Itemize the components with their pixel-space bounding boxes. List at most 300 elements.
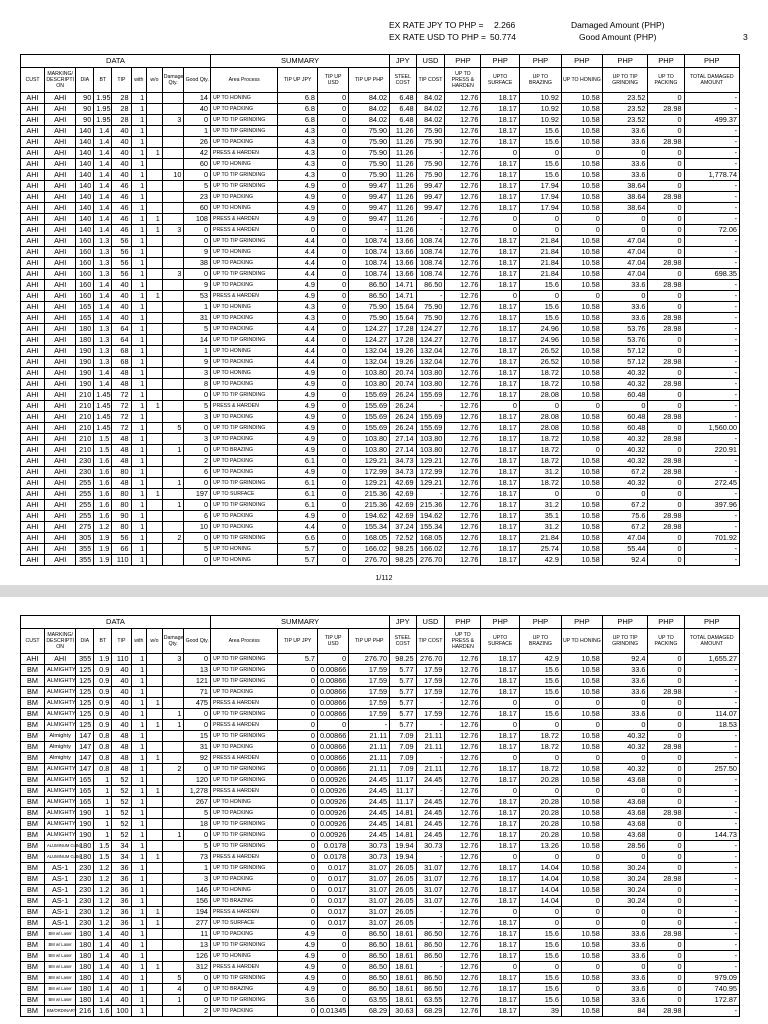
table-cell: 12.76 bbox=[445, 896, 481, 907]
table-cell: 0 bbox=[648, 665, 684, 676]
table-cell: 40 bbox=[112, 929, 131, 940]
table-cell bbox=[162, 874, 184, 885]
table-cell: 0 bbox=[184, 500, 211, 511]
table-cell: BM bbox=[21, 962, 45, 973]
table-cell: AHI bbox=[45, 467, 76, 478]
column-header: UPTO SURFACE bbox=[481, 629, 519, 654]
table-cell: 24.45 bbox=[416, 775, 445, 786]
table-cell: 13.66 bbox=[390, 258, 416, 269]
table-cell: 155.34 bbox=[349, 522, 390, 533]
table-cell: 0 bbox=[561, 445, 602, 456]
table-cell bbox=[162, 192, 184, 203]
table-cell: 13.26 bbox=[519, 841, 561, 852]
table-cell: 156 bbox=[184, 896, 211, 907]
table-cell: 75.6 bbox=[602, 511, 648, 522]
table-cell: UP TO TIP GRINDING bbox=[211, 676, 278, 687]
php-group-header: PHP bbox=[481, 55, 519, 68]
php-group-header: PHP bbox=[602, 616, 648, 629]
table-cell: 10.58 bbox=[561, 170, 602, 181]
table-cell: 0.01345 bbox=[317, 1006, 348, 1017]
table-cell: 60 bbox=[184, 159, 211, 170]
table-cell bbox=[147, 445, 163, 456]
table-cell: - bbox=[684, 148, 739, 159]
table-cell: 10.58 bbox=[561, 423, 602, 434]
table-cell: 1 bbox=[131, 885, 147, 896]
table-cell: 40.32 bbox=[602, 368, 648, 379]
table-cell: 75.90 bbox=[349, 159, 390, 170]
table-cell: 12.76 bbox=[445, 863, 481, 874]
table-cell: BM bbox=[21, 841, 45, 852]
table-cell: 108.74 bbox=[416, 258, 445, 269]
table-cell: 0.00926 bbox=[317, 797, 348, 808]
table-cell: 146 bbox=[184, 885, 211, 896]
table-cell: 1 bbox=[147, 214, 163, 225]
table-cell: 40 bbox=[112, 676, 131, 687]
table-cell: - bbox=[684, 324, 739, 335]
table-cell: 12.76 bbox=[445, 390, 481, 401]
table-cell: UP TO TIP GRINDING bbox=[211, 819, 278, 830]
table-cell: 28 bbox=[112, 104, 131, 115]
table-cell: 0 bbox=[317, 368, 348, 379]
table-cell: 0 bbox=[317, 236, 348, 247]
table-cell: 36 bbox=[112, 896, 131, 907]
table-cell: 31.07 bbox=[349, 863, 390, 874]
table-cell: 979.09 bbox=[684, 973, 739, 984]
table-cell: 0 bbox=[561, 720, 602, 731]
table-cell: 30.24 bbox=[602, 874, 648, 885]
table-cell: 31.07 bbox=[349, 885, 390, 896]
table-cell: 18.17 bbox=[481, 159, 519, 170]
table-cell bbox=[147, 170, 163, 181]
table-cell: 180 bbox=[76, 841, 94, 852]
table-cell bbox=[147, 236, 163, 247]
table-cell: 10.58 bbox=[561, 302, 602, 313]
table-cell: 140 bbox=[76, 170, 94, 181]
table-cell bbox=[147, 555, 163, 566]
table-cell: 0 bbox=[317, 555, 348, 566]
table-cell: 28.98 bbox=[648, 522, 684, 533]
table-cell: 1.4 bbox=[94, 192, 112, 203]
table-cell: 0 bbox=[648, 236, 684, 247]
table-cell: 276.70 bbox=[349, 654, 390, 665]
table-cell: 12.76 bbox=[445, 93, 481, 104]
table-cell: - bbox=[416, 962, 445, 973]
column-header: TIP UP PHP bbox=[349, 68, 390, 93]
table-cell: 1.4 bbox=[94, 126, 112, 137]
table-cell: 40 bbox=[112, 973, 131, 984]
column-header: CUST bbox=[21, 68, 45, 93]
table-cell: BM w/ Laser bbox=[45, 940, 76, 951]
table-cell: 4.4 bbox=[278, 324, 318, 335]
table-cell: 172.87 bbox=[684, 995, 739, 1006]
table-cell: 499.37 bbox=[684, 115, 739, 126]
table-cell: 2 bbox=[162, 533, 184, 544]
table-cell: 21.11 bbox=[416, 731, 445, 742]
table-cell: 3 bbox=[184, 368, 211, 379]
table-cell: 73 bbox=[184, 852, 211, 863]
table-cell: UP TO PACKING bbox=[211, 357, 278, 368]
table-cell: 698.35 bbox=[684, 269, 739, 280]
php-group-header: PHP bbox=[648, 55, 684, 68]
table-cell: AHI bbox=[21, 313, 45, 324]
table-cell: 12.76 bbox=[445, 775, 481, 786]
table-cell: 11.26 bbox=[390, 181, 416, 192]
table-row bbox=[21, 192, 740, 203]
table-cell: 0 bbox=[317, 258, 348, 269]
table-cell: 12.76 bbox=[445, 247, 481, 258]
table-cell: 1.4 bbox=[94, 225, 112, 236]
table-cell: 46 bbox=[112, 203, 131, 214]
table-cell: BM bbox=[21, 676, 45, 687]
table-cell: PRESS & HARDEN bbox=[211, 907, 278, 918]
table-cell: 0 bbox=[519, 962, 561, 973]
table-cell: 0 bbox=[278, 676, 318, 687]
table-cell: ALMIGHTY bbox=[45, 819, 76, 830]
table-cell: 72.06 bbox=[684, 225, 739, 236]
table-cell: AHI bbox=[45, 302, 76, 313]
table-cell: UP TO TIP GRINDING bbox=[211, 269, 278, 280]
table-cell: 18.17 bbox=[481, 665, 519, 676]
table-row bbox=[21, 885, 740, 896]
column-header: UP TO TIP GRINDING bbox=[602, 629, 648, 654]
table-cell: 24.45 bbox=[416, 797, 445, 808]
table-cell: AHI bbox=[45, 236, 76, 247]
table-cell: 86.50 bbox=[349, 973, 390, 984]
table-cell: 28.98 bbox=[648, 379, 684, 390]
table-cell: 155.69 bbox=[349, 401, 390, 412]
table-cell: 12.76 bbox=[445, 676, 481, 687]
table-cell: UP TO TIP GRINDING bbox=[211, 940, 278, 951]
table-cell: 0 bbox=[648, 225, 684, 236]
table-cell: 1 bbox=[131, 137, 147, 148]
table-cell: 180 bbox=[76, 940, 94, 951]
table-cell bbox=[147, 203, 163, 214]
table-cell: 36 bbox=[112, 885, 131, 896]
table-cell: AHI bbox=[21, 104, 45, 115]
table-cell: 18.17 bbox=[481, 93, 519, 104]
table-cell: 1.2 bbox=[94, 874, 112, 885]
table-cell: 1 bbox=[131, 434, 147, 445]
table-cell: 0 bbox=[602, 786, 648, 797]
table-cell: 1,655.27 bbox=[684, 654, 739, 665]
table-cell: 17.59 bbox=[416, 665, 445, 676]
table-cell: 52 bbox=[112, 797, 131, 808]
column-header: TIP bbox=[112, 629, 131, 654]
table-row bbox=[21, 214, 740, 225]
table-row bbox=[21, 456, 740, 467]
table-cell bbox=[162, 280, 184, 291]
table-cell: 18.17 bbox=[481, 830, 519, 841]
table-cell: 15.6 bbox=[519, 951, 561, 962]
table-cell: 740.95 bbox=[684, 984, 739, 995]
table-cell: 5 bbox=[184, 324, 211, 335]
table-row bbox=[21, 269, 740, 280]
table-cell bbox=[162, 390, 184, 401]
table-cell: 15.6 bbox=[519, 137, 561, 148]
table-cell: 18.17 bbox=[481, 797, 519, 808]
table-row bbox=[21, 335, 740, 346]
table-cell: BM/ORDINARY bbox=[45, 1006, 76, 1017]
table-cell: 0 bbox=[317, 115, 348, 126]
table-cell bbox=[162, 863, 184, 874]
table-cell: 12.76 bbox=[445, 500, 481, 511]
table-cell: 31.07 bbox=[416, 896, 445, 907]
table-cell: 1 bbox=[147, 225, 163, 236]
table-cell: 125 bbox=[76, 676, 94, 687]
table-cell: 1.9 bbox=[94, 533, 112, 544]
table-cell: 0 bbox=[184, 533, 211, 544]
table-cell bbox=[162, 885, 184, 896]
column-header: UP TO PRESS & HARDEN bbox=[445, 629, 481, 654]
table-cell: 12.76 bbox=[445, 984, 481, 995]
table-cell: UP TO HONING bbox=[211, 302, 278, 313]
table-cell bbox=[147, 423, 163, 434]
table-cell: 75.90 bbox=[416, 302, 445, 313]
table-cell: AHI bbox=[45, 434, 76, 445]
table-cell: 92.4 bbox=[602, 555, 648, 566]
table-cell: 0 bbox=[561, 962, 602, 973]
table-cell: 99.47 bbox=[349, 203, 390, 214]
table-cell: 0 bbox=[648, 170, 684, 181]
table-cell: 3 bbox=[184, 434, 211, 445]
table-cell: 0 bbox=[278, 764, 318, 775]
table-cell: 1 bbox=[131, 995, 147, 1006]
table-cell: 18.17 bbox=[481, 1006, 519, 1017]
table-cell: 10.58 bbox=[561, 412, 602, 423]
table-cell: 0 bbox=[648, 346, 684, 357]
table-cell: 4.9 bbox=[278, 291, 318, 302]
table-cell: 36 bbox=[112, 874, 131, 885]
table-cell: UP TO PACKING bbox=[211, 280, 278, 291]
table-cell: UP TO SURFACE bbox=[211, 918, 278, 929]
column-header: UP TO PRESS & HARDEN bbox=[445, 68, 481, 93]
table-cell: 125 bbox=[76, 687, 94, 698]
table-cell: 18.17 bbox=[481, 368, 519, 379]
table-row bbox=[21, 236, 740, 247]
table-cell: 60.48 bbox=[602, 412, 648, 423]
table-cell: 0 bbox=[602, 852, 648, 863]
table-cell: 10.58 bbox=[561, 115, 602, 126]
table-cell: - bbox=[416, 786, 445, 797]
table-cell: 0 bbox=[317, 302, 348, 313]
table-cell: 18.72 bbox=[519, 368, 561, 379]
table-cell: 180 bbox=[76, 324, 94, 335]
table-cell: 12.76 bbox=[445, 907, 481, 918]
table-cell: 0 bbox=[317, 467, 348, 478]
table-cell bbox=[147, 533, 163, 544]
table-cell: 230 bbox=[76, 918, 94, 929]
table-cell: 0 bbox=[278, 885, 318, 896]
table-cell: 18.17 bbox=[481, 346, 519, 357]
table-cell: 5.77 bbox=[390, 665, 416, 676]
table-cell: 1 bbox=[131, 676, 147, 687]
table-cell: 1.4 bbox=[94, 181, 112, 192]
table-cell: 0 bbox=[184, 445, 211, 456]
table-cell: AHI bbox=[45, 93, 76, 104]
table-cell: 220.91 bbox=[684, 445, 739, 456]
table-cell: ALMIGHTY bbox=[45, 797, 76, 808]
table-cell: 43.68 bbox=[602, 775, 648, 786]
table-cell bbox=[162, 236, 184, 247]
table-cell: 1 bbox=[147, 720, 163, 731]
column-header: TIP COST bbox=[416, 629, 445, 654]
table-cell: 0 bbox=[317, 291, 348, 302]
table-cell: 5 bbox=[184, 808, 211, 819]
table-cell: ALMIGHTY bbox=[45, 720, 76, 731]
table-cell: 255 bbox=[76, 489, 94, 500]
table-cell: 0 bbox=[317, 401, 348, 412]
table-cell: 0 bbox=[317, 511, 348, 522]
table-cell: - bbox=[684, 489, 739, 500]
table-cell: 1 bbox=[131, 720, 147, 731]
table-cell: 15.64 bbox=[390, 302, 416, 313]
table-cell: 10.58 bbox=[561, 511, 602, 522]
table-cell: 67.2 bbox=[602, 500, 648, 511]
table-cell: UP TO HONING bbox=[211, 368, 278, 379]
table-cell: 14.04 bbox=[519, 863, 561, 874]
table-cell: AHI bbox=[45, 533, 76, 544]
column-header: with bbox=[131, 629, 147, 654]
table-cell: 12.76 bbox=[445, 181, 481, 192]
table-cell: 40 bbox=[112, 687, 131, 698]
table-cell bbox=[162, 522, 184, 533]
table-cell: 0 bbox=[317, 357, 348, 368]
table-cell: 18.17 bbox=[481, 819, 519, 830]
table-cell: 1.45 bbox=[94, 423, 112, 434]
table-cell bbox=[147, 247, 163, 258]
table-cell: 1 bbox=[184, 126, 211, 137]
table-cell: 155.69 bbox=[349, 412, 390, 423]
table-cell: UP TO HONING bbox=[211, 203, 278, 214]
table-cell: UP TO PACKING bbox=[211, 687, 278, 698]
table-cell: 1 bbox=[147, 753, 163, 764]
table-cell: 12.76 bbox=[445, 830, 481, 841]
table-cell: 84.02 bbox=[416, 93, 445, 104]
table-cell bbox=[162, 291, 184, 302]
table-cell: 4.9 bbox=[278, 511, 318, 522]
table-cell: 0 bbox=[519, 148, 561, 159]
table-cell: 20.28 bbox=[519, 808, 561, 819]
table-cell: 63.55 bbox=[416, 995, 445, 1006]
table-cell: AHI bbox=[21, 654, 45, 665]
table-cell: 15.6 bbox=[519, 995, 561, 1006]
table-cell: AHI bbox=[45, 412, 76, 423]
table-cell: 0 bbox=[481, 225, 519, 236]
table-cell: AHI bbox=[21, 269, 45, 280]
table-cell: 48 bbox=[112, 753, 131, 764]
table-cell: 28.56 bbox=[602, 841, 648, 852]
table-cell: 48 bbox=[112, 434, 131, 445]
table-cell: 18.17 bbox=[481, 379, 519, 390]
table-cell bbox=[162, 126, 184, 137]
table-cell: UP TO TIP GRINDING bbox=[211, 115, 278, 126]
table-cell: 48 bbox=[112, 368, 131, 379]
table-cell: 1,278 bbox=[184, 786, 211, 797]
table-cell: 0 bbox=[317, 500, 348, 511]
table-cell bbox=[162, 819, 184, 830]
table-row bbox=[21, 544, 740, 555]
table-row bbox=[21, 753, 740, 764]
table-cell: 0 bbox=[317, 313, 348, 324]
table-cell: UP TO TIP GRINDING bbox=[211, 533, 278, 544]
table-row bbox=[21, 379, 740, 390]
table-cell: 18.17 bbox=[481, 533, 519, 544]
table-cell: 33.6 bbox=[602, 676, 648, 687]
table-cell: AHI bbox=[21, 544, 45, 555]
table-cell: BM w/ Laser bbox=[45, 984, 76, 995]
table-cell: 165 bbox=[76, 797, 94, 808]
table-cell: 11.26 bbox=[390, 126, 416, 137]
table-cell: 0 bbox=[519, 225, 561, 236]
table-cell: AHI bbox=[21, 170, 45, 181]
table-cell: 0 bbox=[602, 148, 648, 159]
table-cell: 1 bbox=[94, 775, 112, 786]
table-cell: 1 bbox=[131, 522, 147, 533]
table-cell: 1 bbox=[162, 830, 184, 841]
table-cell: 10.58 bbox=[561, 104, 602, 115]
table-cell: 0.00926 bbox=[317, 775, 348, 786]
table-cell bbox=[162, 555, 184, 566]
table-cell: BM w/ Laser bbox=[45, 951, 76, 962]
table-cell: 1.95 bbox=[94, 104, 112, 115]
table-cell: 21.84 bbox=[519, 258, 561, 269]
table-cell: - bbox=[684, 126, 739, 137]
table-cell bbox=[147, 368, 163, 379]
table-cell: 0 bbox=[648, 247, 684, 258]
table-cell bbox=[147, 500, 163, 511]
php-group-header: PHP bbox=[684, 55, 739, 68]
table-cell: BM bbox=[21, 863, 45, 874]
table-cell: 0.9 bbox=[94, 709, 112, 720]
table-cell bbox=[162, 841, 184, 852]
table-cell: AHI bbox=[21, 522, 45, 533]
table-row bbox=[21, 291, 740, 302]
table-cell: 10.58 bbox=[561, 522, 602, 533]
table-cell bbox=[147, 412, 163, 423]
table-cell: 66 bbox=[112, 544, 131, 555]
table-cell: 28.98 bbox=[648, 687, 684, 698]
table-cell: 277 bbox=[184, 918, 211, 929]
table-cell: 33.6 bbox=[602, 126, 648, 137]
table-cell: 0 bbox=[648, 709, 684, 720]
table-cell: 15.6 bbox=[519, 940, 561, 951]
table-cell: 1.6 bbox=[94, 1006, 112, 1017]
table-cell: 194.62 bbox=[349, 511, 390, 522]
table-cell: 7.09 bbox=[390, 753, 416, 764]
table-cell: 33.6 bbox=[602, 159, 648, 170]
table-cell: 0 bbox=[184, 654, 211, 665]
table-cell: BM bbox=[21, 973, 45, 984]
table-cell: 0 bbox=[602, 907, 648, 918]
table-cell: AHI bbox=[45, 280, 76, 291]
table-cell: 1 bbox=[147, 698, 163, 709]
table-cell: 4.9 bbox=[278, 379, 318, 390]
table-cell: 0 bbox=[648, 753, 684, 764]
table-cell: 1.4 bbox=[94, 973, 112, 984]
table-cell: 36 bbox=[112, 918, 131, 929]
table-cell bbox=[147, 687, 163, 698]
table-cell bbox=[147, 181, 163, 192]
table-cell: UP TO HONING bbox=[211, 951, 278, 962]
table-cell: 14 bbox=[184, 335, 211, 346]
table-cell: 276.70 bbox=[416, 654, 445, 665]
table-cell: - bbox=[684, 841, 739, 852]
table-cell: 11.26 bbox=[390, 170, 416, 181]
table-cell: 10.58 bbox=[561, 819, 602, 830]
table-cell: 276.70 bbox=[416, 555, 445, 566]
table-cell: 103.80 bbox=[349, 434, 390, 445]
table-cell: 42.9 bbox=[519, 555, 561, 566]
